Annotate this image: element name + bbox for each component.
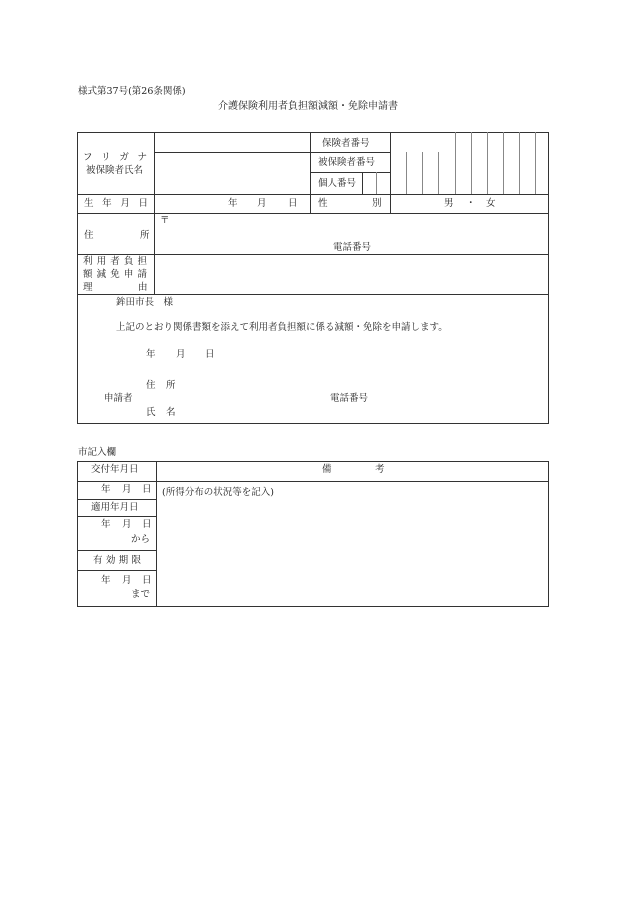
apply-day: 日 [142,519,152,530]
birth-day: 日 [288,198,298,209]
applicant-name-1: 氏 [146,407,156,418]
address-label-1: 住 [84,230,94,241]
validity-month: 月 [122,575,132,586]
form-number: 様式第37号(第26条関係) [78,86,186,97]
gender-label-2: 別 [372,198,382,209]
postal-mark: 〒 [160,215,170,226]
remarks-note: (所得分布の状況等を記入) [162,487,274,498]
issue-year: 年 [101,484,111,495]
gender-female: 女 [486,198,496,209]
addressee: 鉾田市長 様 [116,297,174,308]
applicant-address-2: 所 [166,380,176,391]
reason-label-4: 由 [138,282,148,293]
reason-label-line2: 額 減 免 申 請 [83,269,147,280]
validity-label: 有 効 期 限 [93,555,141,566]
issue-date-label: 交付年月日 [91,464,139,475]
page-title: 介護保険利用者負担額減額・免除申請書 [218,101,398,112]
declaration-month: 月 [176,349,186,360]
from-label: から [131,534,151,545]
declaration-year: 年 [146,349,156,360]
reason-label-3: 理 [83,282,93,293]
applicant-phone-label: 電話番号 [330,393,369,404]
until-label: まで [131,589,151,600]
gender-male: 男 [444,198,454,209]
remarks-label-1: 備 [322,464,332,475]
validity-day: 日 [142,575,152,586]
issue-day: 日 [142,484,152,495]
office-heading: 市記入欄 [78,447,117,458]
gender-separator: ・ [466,198,476,209]
remarks-label-2: 考 [375,464,385,475]
insured-number-label: 被保険者番号 [318,157,376,168]
declaration-body: 上記のとおり関係書類を添えて利用者負担額に係る減額・免除を申請します。 [116,322,448,333]
issue-month: 月 [122,484,132,495]
furigana-label: フ リ ガ ナ [83,152,147,163]
apply-date-label: 適用年月日 [91,502,139,513]
validity-year: 年 [101,575,111,586]
birth-date-label: 生 年 月 日 [84,198,148,209]
address-phone-label: 電話番号 [333,242,372,253]
insurer-number-label: 保険者番号 [322,138,370,149]
applicant-name-2: 名 [166,407,176,418]
personal-number-label: 個人番号 [318,178,357,189]
birth-month: 月 [257,198,267,209]
gender-label-1: 性 [318,198,328,209]
applicant-address-1: 住 [146,380,156,391]
declaration-day: 日 [205,349,215,360]
apply-year: 年 [101,519,111,530]
insured-name-label: 被保険者氏名 [86,165,144,176]
applicant-label: 申請者 [104,393,133,404]
reason-label-line1: 利 用 者 負 担 [83,256,147,267]
birth-year: 年 [228,198,238,209]
address-label-2: 所 [140,230,150,241]
apply-month: 月 [122,519,132,530]
